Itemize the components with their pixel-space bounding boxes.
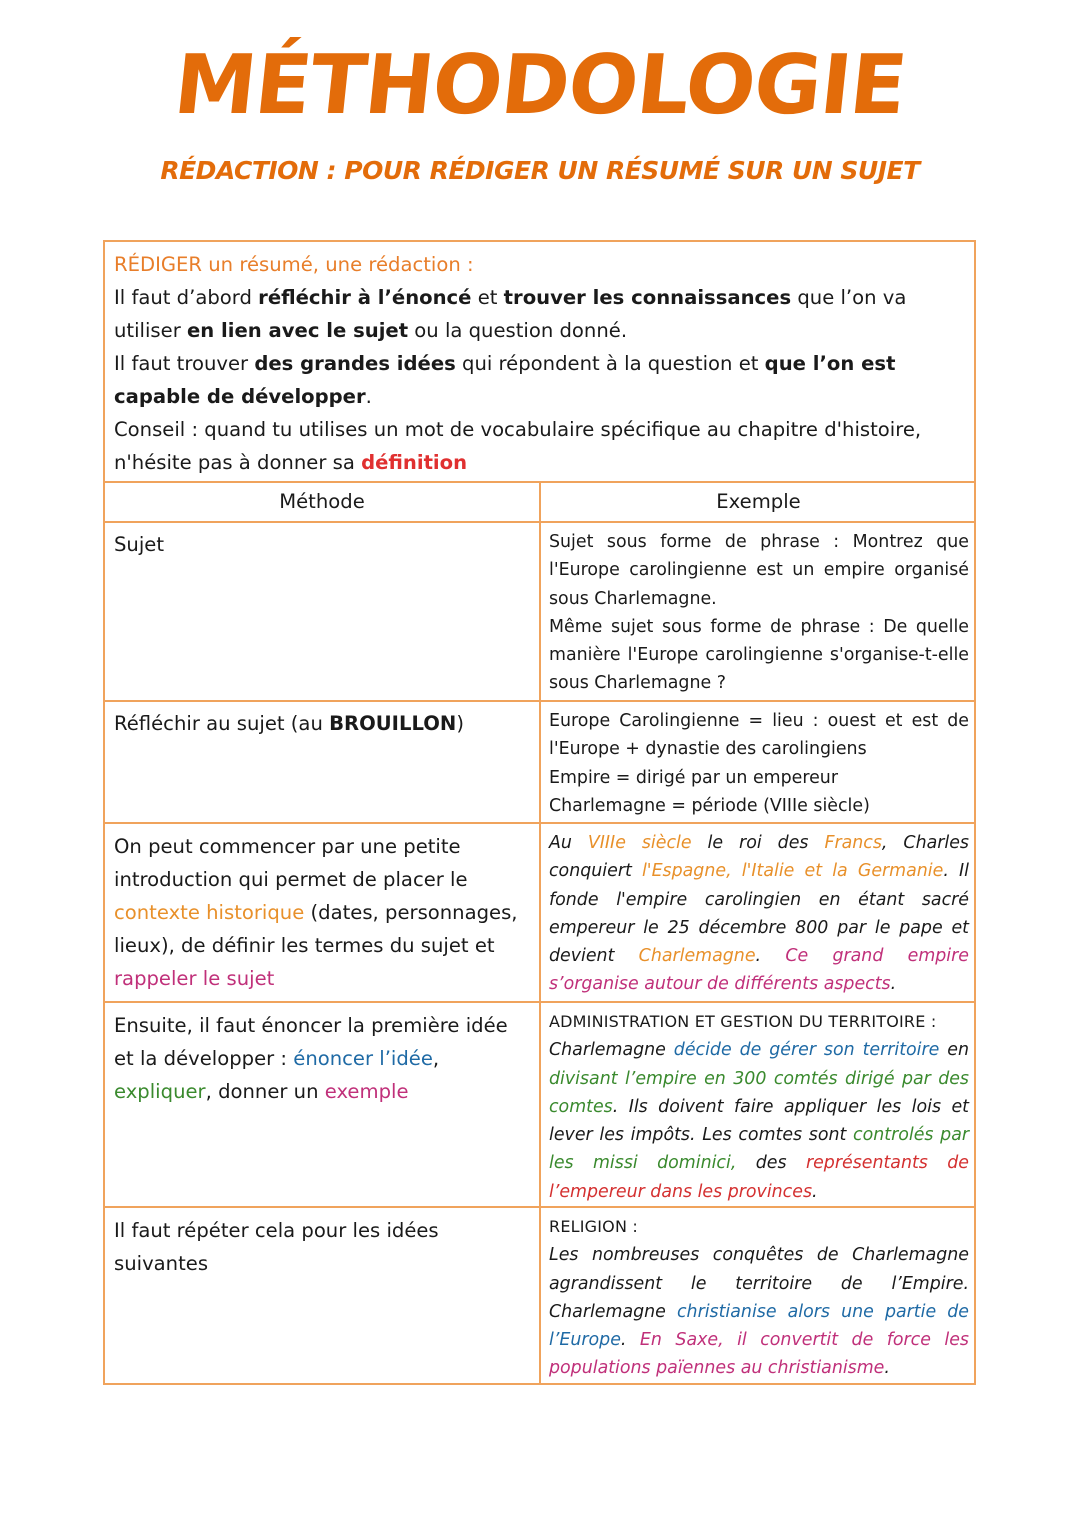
page-title: MÉTHODOLOGIE	[169, 38, 911, 133]
example-heading: RELIGION :	[549, 1217, 639, 1236]
example-cell: RELIGION : Les nombreuses conquêtes de Charlemagne agrandissent le territoire de l’Empire. Charlemagne christianise alors une partie de l’Europe. En Saxe, il convertit de force les populations païennes au christianisme.	[549, 1213, 969, 1383]
intro-paragraph-2: Il faut trouver des grandes idées qui répondent à la question et que l’on est capable de développer.	[114, 352, 896, 408]
column-header-example: Exemple	[716, 490, 801, 513]
intro-heading: RÉDIGER un résumé, une rédaction :	[114, 253, 474, 276]
definition-keyword: définition	[361, 451, 468, 474]
intro-paragraph-1: Il faut d’abord réfléchir à l’énoncé et trouver les connaissances que l’on va utiliser en lien avec le sujet ou la question donné.	[114, 286, 907, 342]
divider	[105, 1206, 974, 1208]
example-cell: Sujet sous forme de phrase : Montrez que l'Europe carolingienne est un empire organisé sous Charlemagne. Même sujet sous forme de phrase : De quelle manière l'Europe carolingienne s'organise-t-elle sous Charlemagne ?	[549, 532, 969, 694]
method-cell: On peut commencer par une petite introduction qui permet de placer le contexte historique (dates, personnages, lieux), de définir les termes du sujet et rappeler le sujet	[114, 835, 518, 990]
page-subtitle: RÉDACTION : POUR RÉDIGER UN RÉSUMÉ SUR UN SUJET	[160, 156, 920, 185]
example-cell: Europe Carolingienne = lieu : ouest et est de l'Europe + dynastie des carolingiens Empire = dirigé par un empereur Charlemagne = période (VIIIe siècle)	[549, 711, 969, 816]
method-cell: Sujet	[114, 533, 165, 556]
divider	[105, 1001, 974, 1003]
intro-block	[114, 248, 964, 479]
method-cell: Ensuite, il faut énoncer la première idée et la développer : énoncer l’idée, expliquer, donner un exemple	[114, 1014, 508, 1103]
divider	[105, 521, 974, 523]
divider	[105, 700, 974, 702]
example-cell: ADMINISTRATION ET GESTION DU TERRITOIRE : Charlemagne décide de gérer son territoire en divisant l’empire en 300 comtés dirigé par des comtes. Ils doivent faire appliquer les lois et lever les impôts. Les comtes sont controlés par les missi dominici, des représentants de l’empereur dans les provinces.	[549, 1008, 969, 1206]
method-cell: Il faut répéter cela pour les idées suivantes	[114, 1219, 439, 1275]
divider	[105, 822, 974, 824]
column-header-method: Méthode	[279, 490, 365, 513]
intro-advice: Conseil : quand tu utilises un mot de vocabulaire spécifique au chapitre d'histoire, n'hésite pas à donner sa définition	[114, 418, 922, 474]
example-cell: Au VIIIe siècle le roi des Francs, Charles conquiert l'Espagne, l'Italie et la Germanie. Il fonde l'empire carolingien en étant sacré empereur le 25 décembre 800 par le pape et devient Charlemagne. Ce grand empire s’organise autour de différents aspects.	[549, 833, 969, 995]
example-heading: ADMINISTRATION ET GESTION DU TERRITOIRE :	[549, 1012, 937, 1031]
column-divider	[539, 481, 541, 1385]
methodology-box	[103, 240, 976, 1385]
method-cell: Réfléchir au sujet (au BROUILLON)	[114, 712, 464, 735]
